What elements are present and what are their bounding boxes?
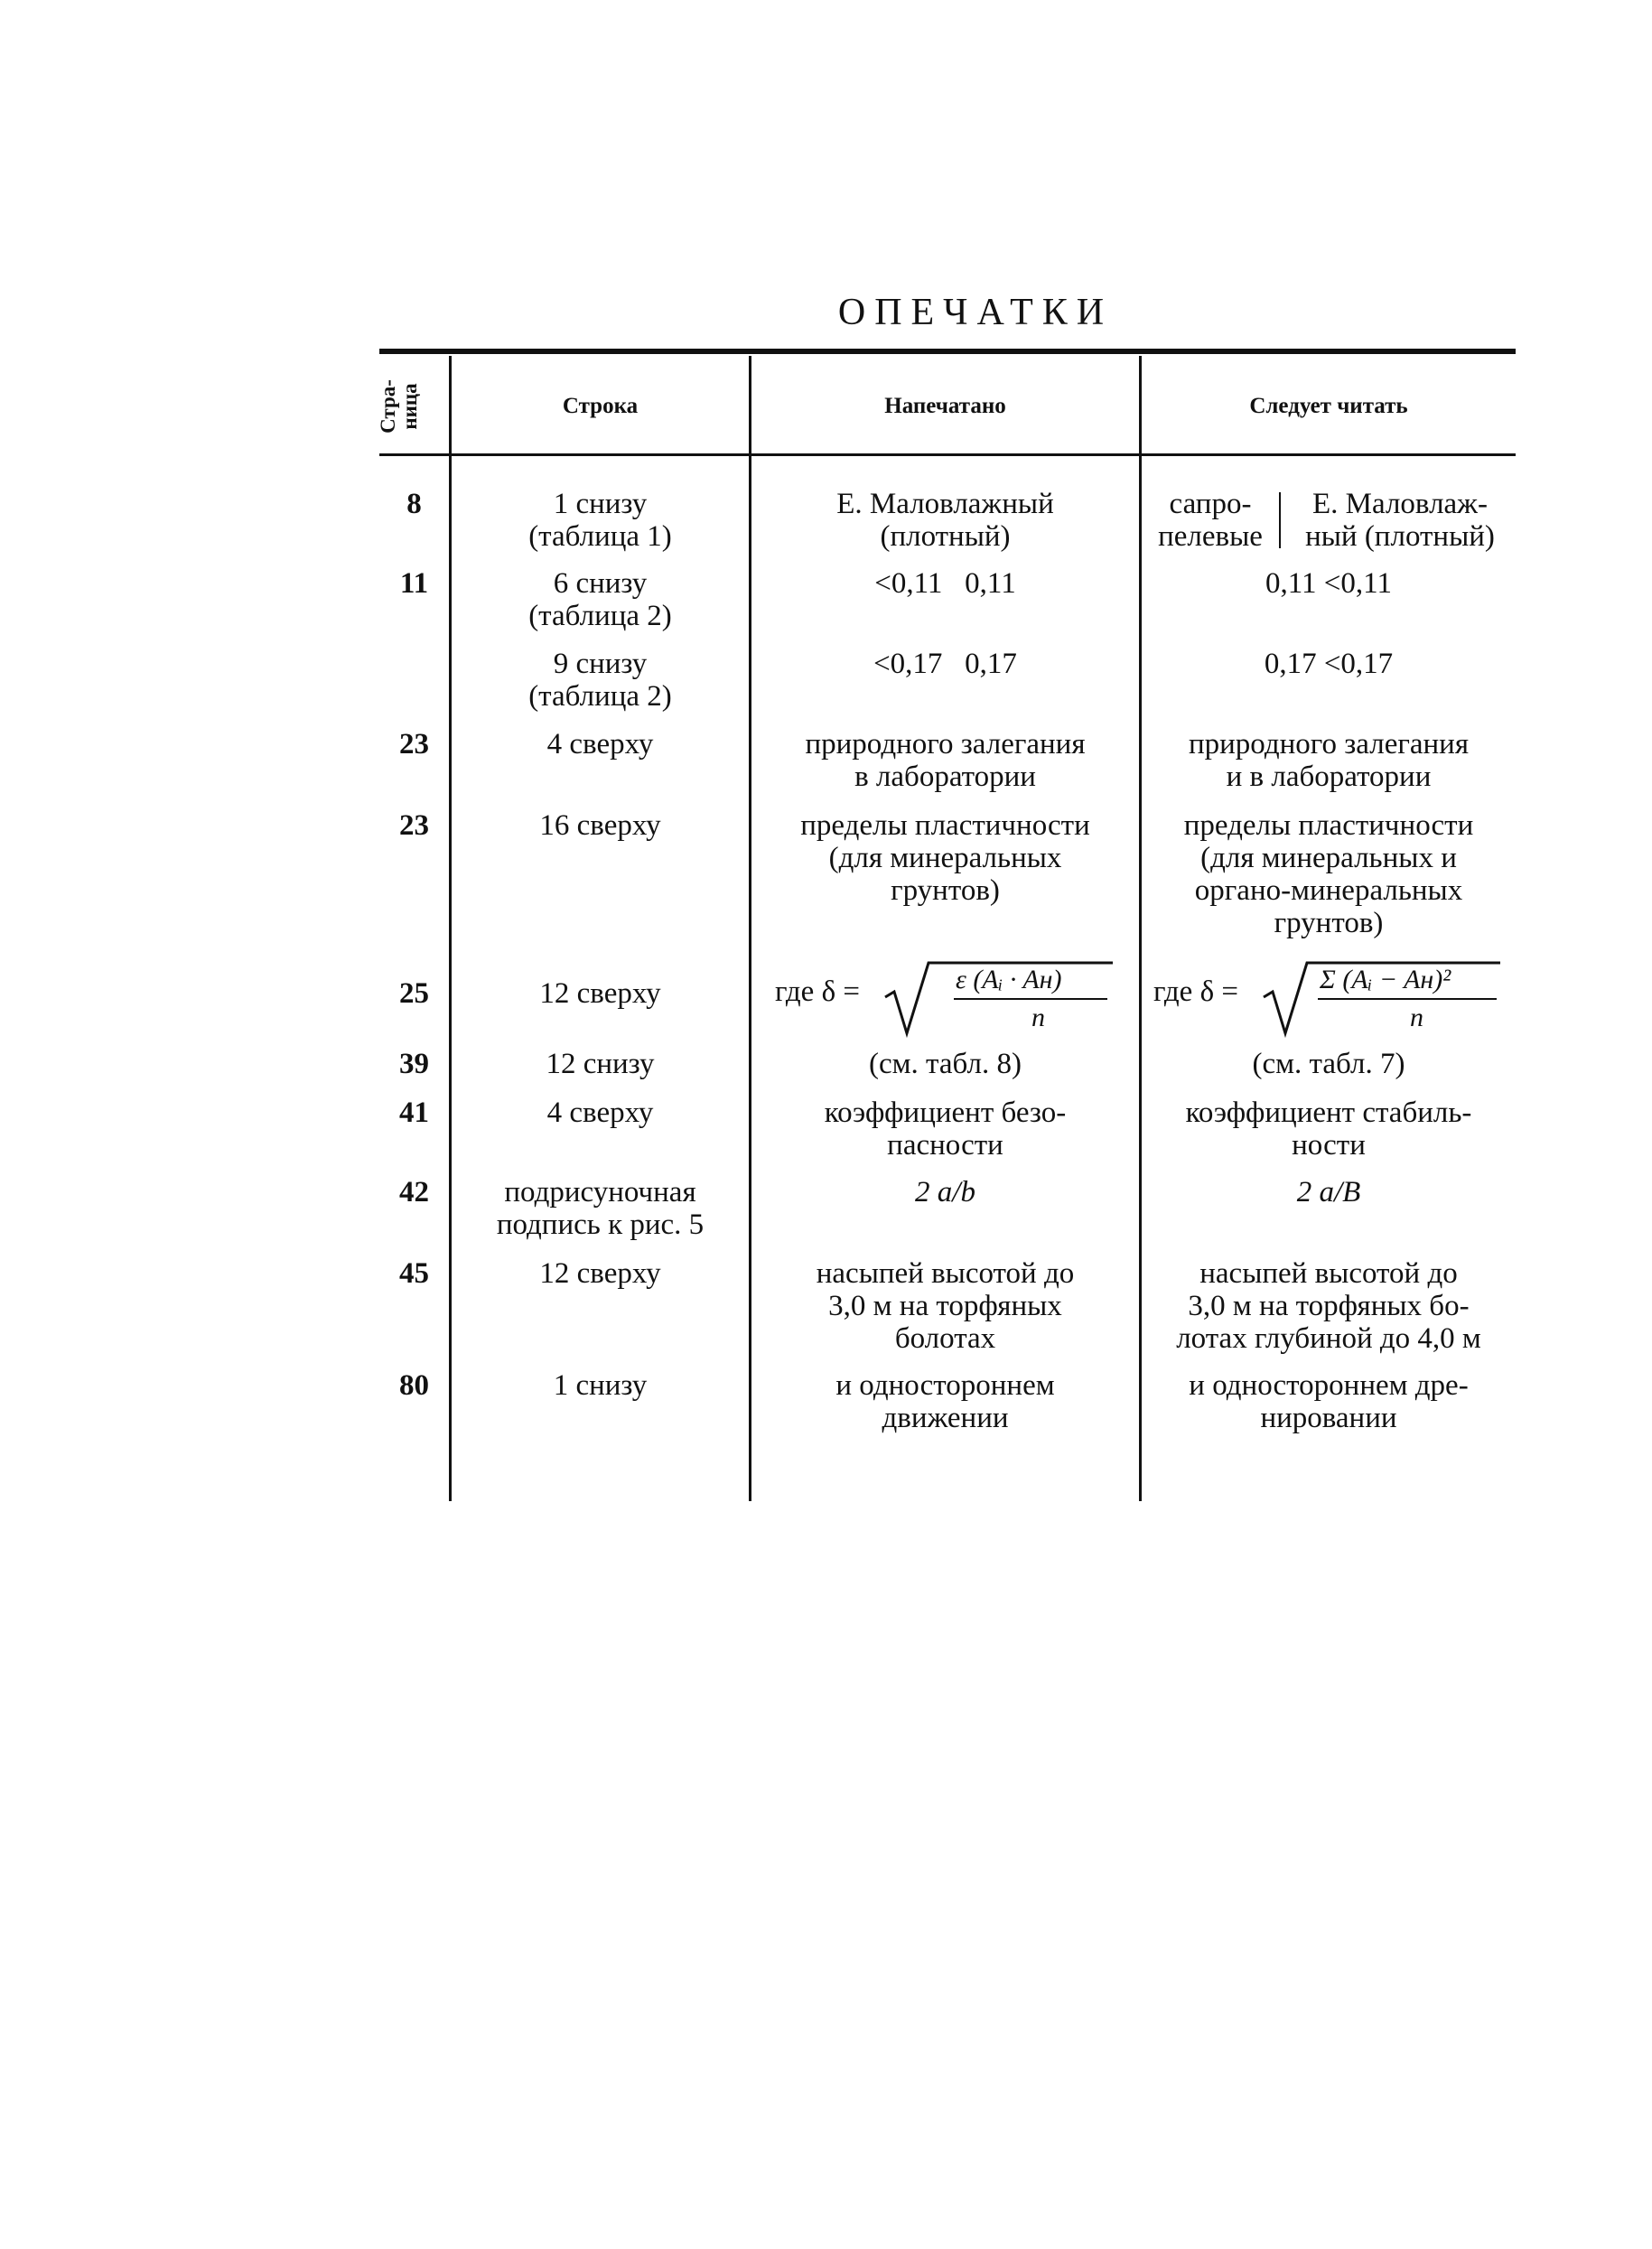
row-line: 4 сверху	[546, 728, 654, 761]
cell-split-divider	[1279, 492, 1281, 548]
row-correct: 0,11 <0,11	[1265, 567, 1392, 600]
row-line: 16 сверху	[539, 809, 661, 842]
formula-denominator: n	[1031, 1003, 1045, 1032]
table-header-rule	[379, 453, 1516, 456]
row-page: 41	[399, 1097, 429, 1129]
row-page: 42	[399, 1176, 429, 1208]
row-correct: коэффициент стабиль- ности	[1185, 1097, 1472, 1162]
row-correct: (см. табл. 7)	[1252, 1048, 1405, 1080]
header-printed: Напечатано	[884, 394, 1006, 418]
row-correct: и одностороннем дре- нировании	[1189, 1369, 1469, 1434]
header-correct: Следует читать	[1249, 394, 1408, 418]
row-page: 25	[399, 977, 429, 1010]
row-correct: насыпей высотой до 3,0 м на торфяных бо- лотах глубиной до 4,0 м	[1176, 1257, 1481, 1355]
printed-formula	[775, 959, 1136, 1037]
row-line: 12 снизу	[546, 1048, 655, 1080]
table-top-rule	[379, 349, 1516, 354]
formula-prefix: где δ =	[1153, 975, 1238, 1008]
row-line: 9 снизу (таблица 2)	[528, 648, 672, 713]
page-title: ОПЕЧАТКИ	[837, 292, 1114, 333]
correct-formula	[1153, 959, 1515, 1037]
row-page: 23	[399, 728, 429, 761]
formula-denominator: n	[1410, 1003, 1423, 1032]
header-line: Строка	[562, 394, 639, 418]
row-correct: 2 a/B	[1296, 1176, 1361, 1208]
row-page: 11	[399, 567, 429, 600]
row-correct-right: Е. Маловлаж- ный (плотный)	[1305, 488, 1495, 553]
row-printed: <0,17 0,17	[873, 648, 1017, 680]
row-printed: природного залегания в лаборатории	[805, 728, 1086, 793]
row-page: 8	[406, 488, 422, 520]
row-printed: и одностороннем движении	[835, 1369, 1055, 1434]
row-printed: пределы пластичности (для минеральных грунтов)	[800, 809, 1090, 907]
row-page: 39	[399, 1048, 429, 1080]
row-line: 4 сверху	[546, 1097, 654, 1129]
formula-prefix: где δ =	[775, 975, 860, 1008]
formula-numerator: ε (Aᵢ · Aн)	[956, 965, 1062, 994]
row-line: 6 снизу (таблица 2)	[528, 567, 672, 632]
row-correct: природного залегания и в лаборатории	[1188, 728, 1470, 793]
row-printed: насыпей высотой до 3,0 м на торфяных болотах	[816, 1257, 1075, 1355]
row-line: 1 снизу (таблица 1)	[528, 488, 672, 553]
row-printed: Е. Маловлажный (плотный)	[836, 488, 1054, 553]
row-correct-left: сапро- пелевые	[1158, 488, 1263, 553]
row-printed: 2 a/b	[915, 1176, 975, 1208]
formula-numerator: Σ (Aᵢ − Aн)²	[1320, 965, 1451, 994]
row-page: 80	[399, 1369, 429, 1402]
row-line: 12 сверху	[539, 1257, 661, 1290]
row-correct: 0,17 <0,17	[1264, 648, 1394, 680]
row-printed: <0,11 0,11	[874, 567, 1016, 600]
row-page: 45	[399, 1257, 429, 1290]
row-line: подрисуночная подпись к рис. 5	[496, 1176, 705, 1241]
row-line: 12 сверху	[539, 977, 661, 1010]
header-page: Стра- ница	[377, 379, 421, 434]
row-line: 1 снизу	[553, 1369, 648, 1402]
row-page: 23	[399, 809, 429, 842]
row-printed: (см. табл. 8)	[869, 1048, 1022, 1080]
row-correct: пределы пластичности (для минеральных и органо-минеральных грунтов)	[1183, 809, 1474, 939]
row-printed: коэффициент безо- пасности	[824, 1097, 1067, 1162]
